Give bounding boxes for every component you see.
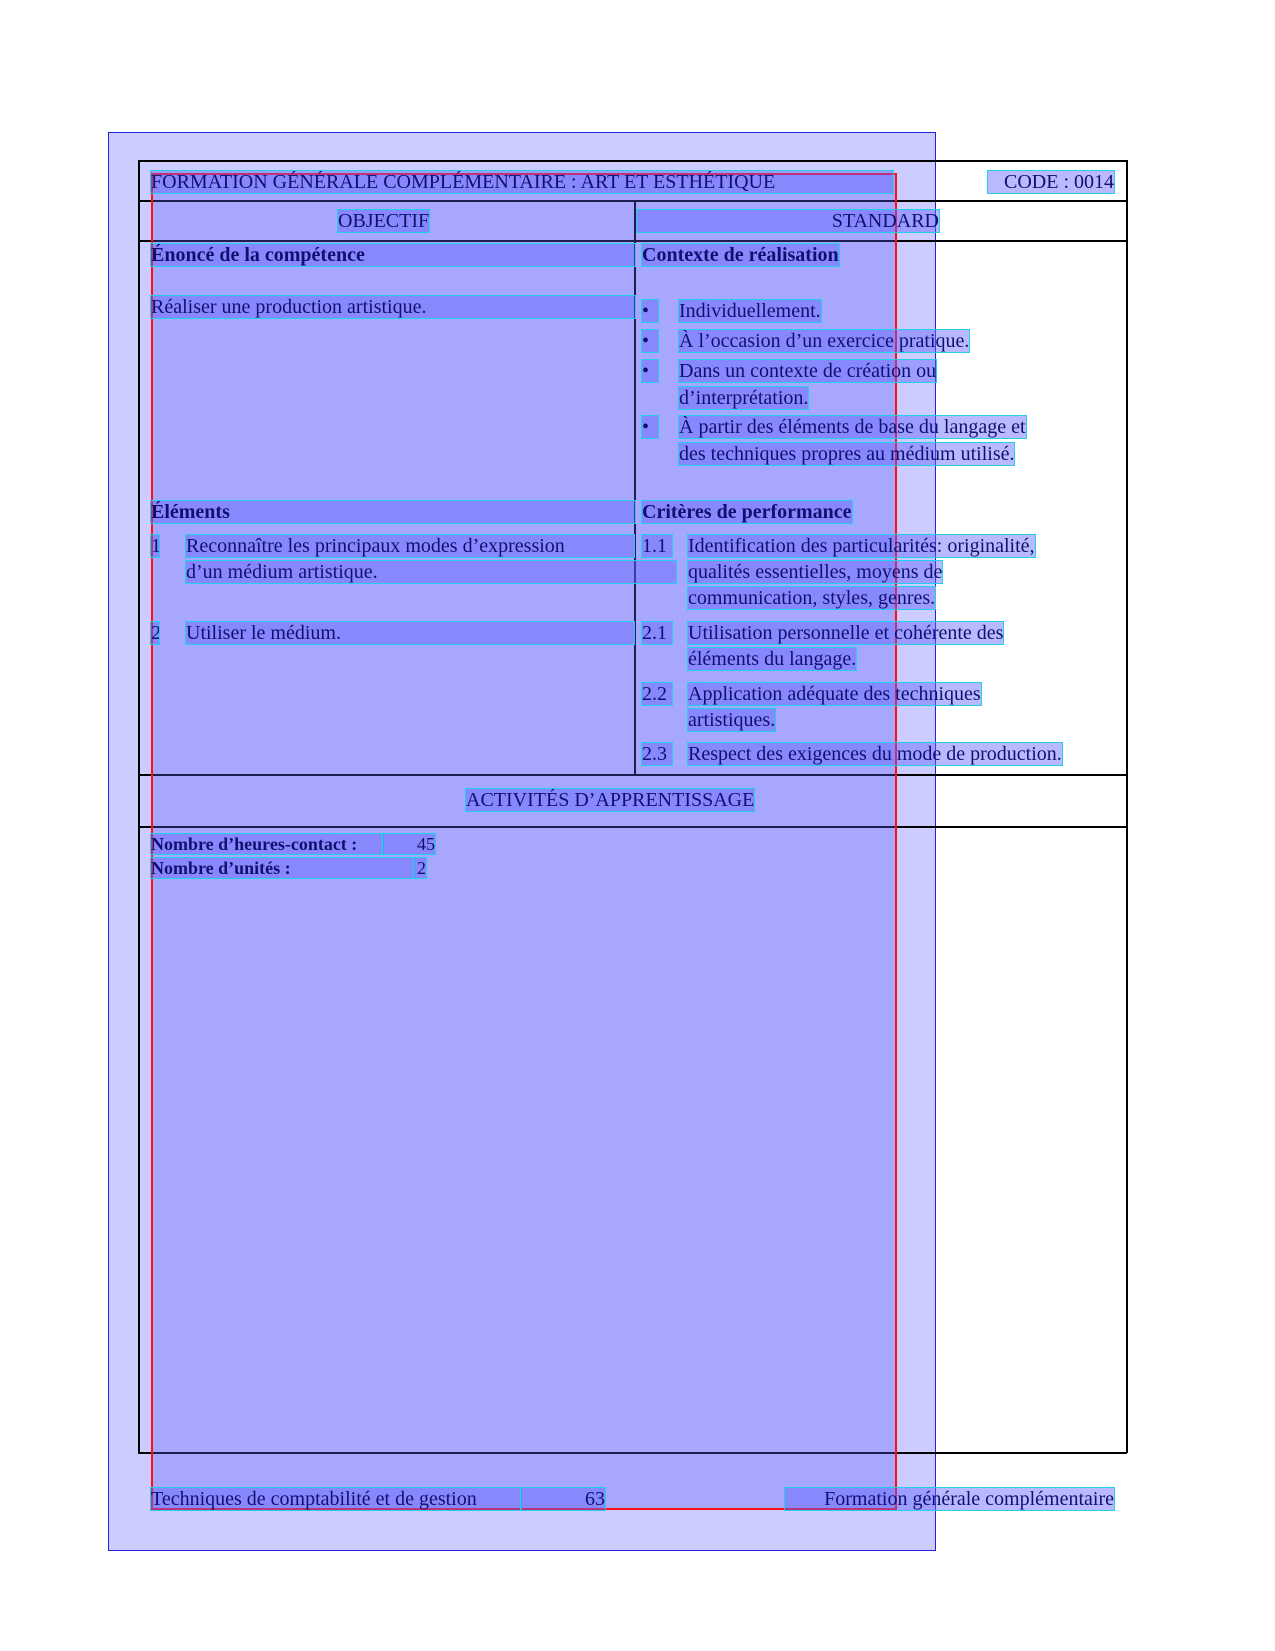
element-2-line1: Utiliser le médium. bbox=[186, 622, 634, 644]
footer-program: Techniques de comptabilité et de gestion bbox=[151, 1488, 521, 1510]
element-1-line1: Reconnaître les principaux modes d’expression bbox=[186, 535, 634, 557]
activities-heading: ACTIVITÉS D’APPRENTISSAGE bbox=[466, 789, 755, 811]
form-code: CODE : 0014 bbox=[988, 171, 1114, 193]
criteria-heading: Critères de performance bbox=[642, 501, 852, 523]
context-item-2: À l’occasion d’un exercice pratique. bbox=[679, 330, 970, 352]
elements-heading: Éléments bbox=[151, 501, 635, 523]
footer-page-number: 63 bbox=[521, 1488, 605, 1510]
hours-contact-label: Nombre d’heures-contact : bbox=[151, 834, 383, 854]
context-item-4-line1: À partir des éléments de base du langage et bbox=[679, 416, 1026, 438]
context-bullet-2: • bbox=[642, 330, 658, 352]
criterion-2-1-line1: Utilisation personnelle et cohérente des bbox=[688, 622, 1004, 644]
units-value: 2 bbox=[414, 858, 426, 878]
context-item-3-line2: d’interprétation. bbox=[679, 387, 809, 409]
standard-header: STANDARD bbox=[637, 210, 939, 232]
criterion-2-3-line1: Respect des exigences du mode de production. bbox=[688, 743, 1062, 765]
table-border-top bbox=[138, 160, 1127, 162]
units-label: Nombre d’unités : bbox=[151, 858, 414, 878]
criterion-2-3-number: 2.3 bbox=[642, 743, 672, 765]
criterion-2-2-line2: artistiques. bbox=[688, 709, 776, 731]
criterion-2-1-line2: éléments du langage. bbox=[688, 648, 857, 670]
context-bullet-3: • bbox=[642, 360, 658, 382]
criterion-1-1-line3: communication, styles, genres. bbox=[688, 587, 936, 609]
context-item-1: Individuellement. bbox=[679, 300, 821, 322]
criterion-2-1-number: 2.1 bbox=[642, 622, 672, 644]
context-bullet-1: • bbox=[642, 300, 658, 322]
objectif-header: OBJECTIF bbox=[338, 210, 430, 232]
element-2-number: 2 bbox=[151, 622, 161, 644]
element-1-line2: d’un médium artistique. bbox=[186, 561, 676, 583]
context-heading: Contexte de réalisation bbox=[642, 244, 839, 266]
context-bullet-4: • bbox=[642, 416, 658, 438]
footer-section: Formation générale complémentaire bbox=[785, 1488, 1114, 1510]
table-border-right bbox=[1126, 160, 1128, 1453]
criterion-1-1-line2: qualités essentielles, moyens de bbox=[688, 561, 943, 583]
context-item-4-line2: des techniques propres au médium utilisé. bbox=[679, 443, 1015, 465]
context-item-3-line1: Dans un contexte de création ou bbox=[679, 360, 937, 382]
element-1-number: 1 bbox=[151, 535, 161, 557]
criterion-2-2-line1: Application adéquate des techniques bbox=[688, 683, 981, 705]
criterion-1-1-number: 1.1 bbox=[642, 535, 672, 557]
criterion-2-2-number: 2.2 bbox=[642, 683, 672, 705]
competence-heading: Énoncé de la compétence bbox=[151, 244, 635, 266]
form-title: FORMATION GÉNÉRALE COMPLÉMENTAIRE : ART ET ESTHÉTIQUE bbox=[151, 171, 893, 193]
criterion-1-1-line1: Identification des particularités: originalité, bbox=[688, 535, 1035, 557]
hours-contact-value: 45 bbox=[383, 834, 435, 854]
table-border-left bbox=[138, 160, 140, 1453]
competence-text: Réaliser une production artistique. bbox=[151, 296, 635, 318]
